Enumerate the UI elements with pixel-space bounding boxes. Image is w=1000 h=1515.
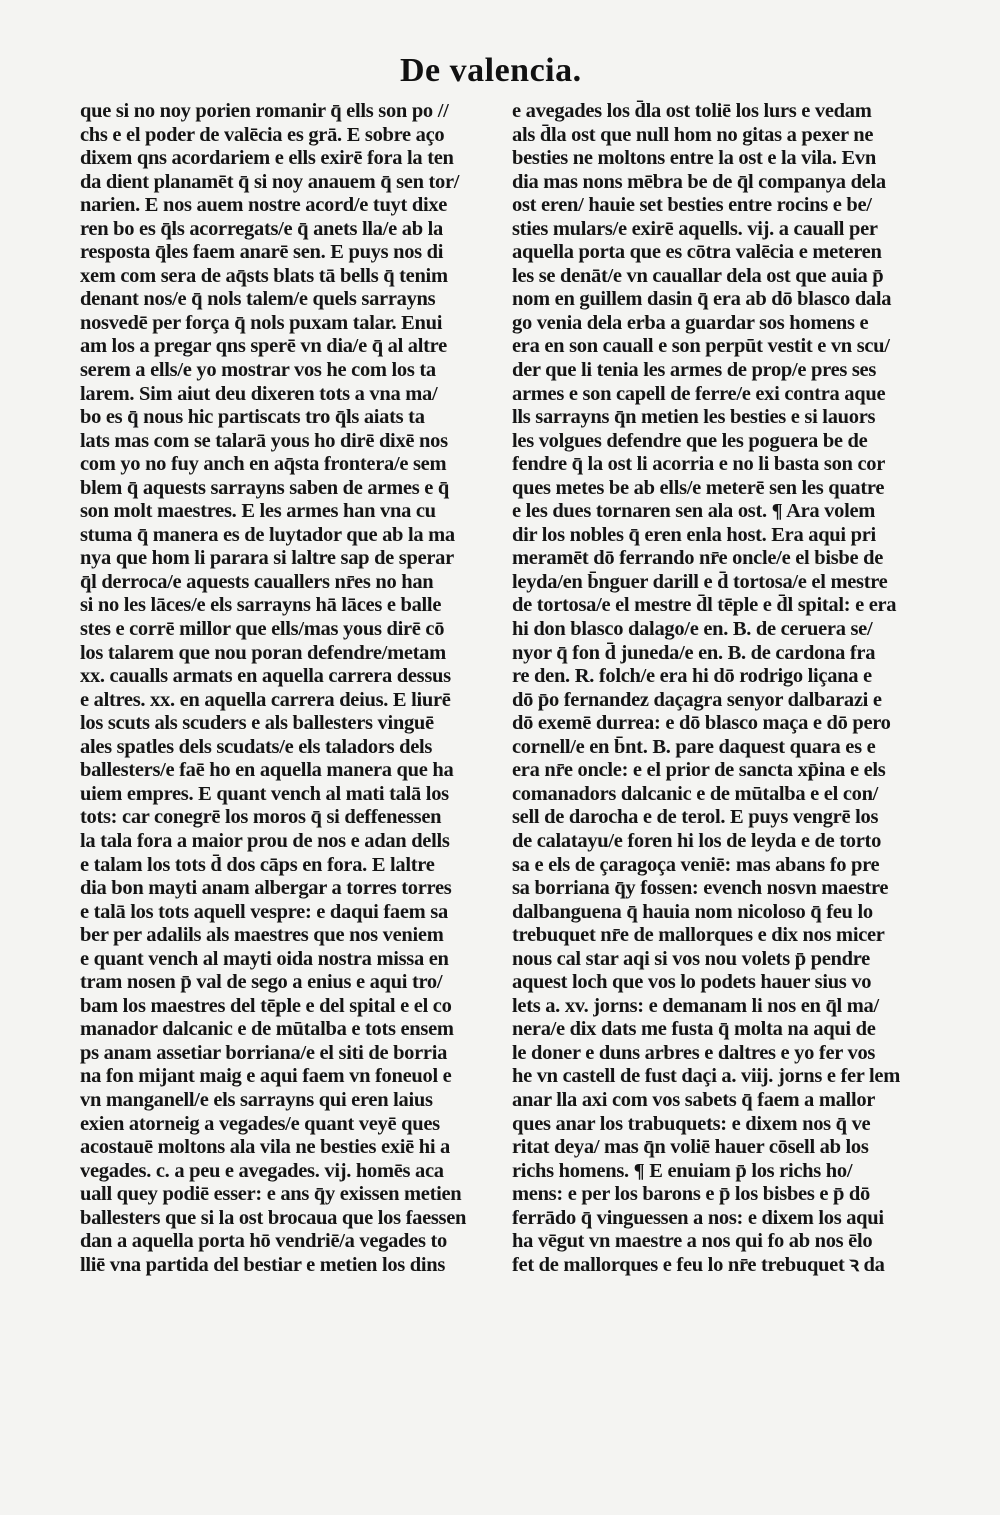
text-line: mens: e per los barons e p̄ los bisbes e p̄ dō	[512, 1183, 870, 1206]
text-line: uiem empres. E quant vench al mati talā los	[80, 782, 449, 805]
text-line: fet de mallorques e feu lo nr̄e trebuquet ꝛ da	[512, 1253, 885, 1276]
text-line: nera/e dix dats me fusta q̄ molta na aqui de	[512, 1018, 876, 1041]
text-line: bam los maestres del tēple e del spital e el co	[80, 994, 452, 1017]
text-line: dia mas nons mēbra be de q̄l companya dela	[512, 170, 886, 193]
text-line: manador dalcanic e de mūtalba e tots ensem	[80, 1018, 454, 1041]
text-line: q̄l derroca/e aquests cauallers nr̄es no han	[80, 570, 434, 593]
text-line: dō p̄o fernandez daçagra senyor dalbarazi e	[512, 688, 882, 711]
text-line: richs homens. ¶ E enuiam p̄ los richs ho/	[512, 1159, 853, 1182]
text-line: era nr̄e oncle: e el prior de sancta xp̄ina e els	[512, 759, 886, 782]
text-line: e quant vench al mayti oida nostra missa en	[80, 947, 449, 970]
text-line: exien atorneig a vegades/e quant veyē ques	[80, 1112, 440, 1135]
text-line: lets a. xv. jorns: e demanam li nos en q̄l ma/	[512, 994, 879, 1017]
text-line: larem. Sim aiut deu dixeren tots a vna ma/	[80, 382, 438, 405]
text-line: der que li tenia les armes de prop/e pres ses	[512, 359, 877, 382]
text-line: narien. E nos auem nostre acord/e tuyt dixe	[80, 194, 448, 217]
text-line: nya que hom li parara si laltre sap de sperar	[80, 547, 454, 570]
text-line: e avegades los d̄la ost toliē los lurs e vedam	[512, 100, 872, 122]
text-line: lliē vna partida del bestiar e metien los dins	[80, 1253, 446, 1276]
text-line: trebuquet nr̄e de mallorques e dix nos micer	[512, 924, 885, 947]
text-line: era en son cauall e son perpūt vestit e vn scu/	[512, 335, 890, 358]
text-line: hi don blasco dalago/e en. B. de ceruera se/	[512, 618, 873, 641]
text-line: na fon mijant maig e aqui faem vn foneuol e	[80, 1065, 452, 1088]
text-line: ber per adalils als maestres que nos veniem	[80, 924, 444, 947]
text-line: ps anam assetiar borriana/e el siti de borria	[80, 1041, 448, 1064]
text-line: xem com sera de aq̄sts blats tā bells q̄ tenim	[80, 264, 448, 287]
text-line: he vn castell de fust daçi a. viij. jorns e fer lem	[512, 1065, 900, 1088]
text-line: uall quey podiē esser: e ans q̄y exissen metien	[80, 1183, 462, 1206]
text-line: leyda/en b̄nguer darill e d̄ tortosa/e el mestre	[512, 570, 888, 593]
text-line: dan a aquella porta hō vendriē/a vegades to	[80, 1230, 447, 1253]
text-line: ballesters que si la ost brocaua que los faessen	[80, 1206, 467, 1229]
text-line: les se denāt/e vn cauallar dela ost que auia p̄	[512, 264, 884, 287]
text-line: si no les lāces/e els sarrayns hā lāces e balle	[80, 594, 442, 617]
text-line: que si no noy porien romanir q̄ ells son po //	[80, 100, 449, 122]
text-line: la tala fora a maior prou de nos e adan dells	[80, 829, 450, 852]
right-text-column	[512, 100, 914, 1277]
text-line: armes e son capell de ferre/e exi contra aque	[512, 382, 886, 405]
text-line: ques anar los trabuquets: e dixem nos q̄ ve	[512, 1112, 871, 1135]
text-line: blem q̄ aquests sarrayns saben de armes e q̄	[80, 476, 449, 499]
text-line: bo es q̄ nous hic partiscats tro q̄ls aiats ta	[80, 406, 425, 429]
text-line: acostauē moltons ala vila ne besties exiē hi a	[80, 1136, 450, 1159]
text-line: chs e el poder de valēcia es grā. E sobre aço	[80, 123, 445, 146]
text-line: los talarem que nou poran defendre/metam	[80, 641, 446, 664]
text-line: los scuts als scuders e als ballesters vinguē	[80, 712, 434, 735]
text-line: vegades. c. a peu e avegades. vij. homēs aca	[80, 1159, 444, 1182]
text-line: aquest loch que vos lo podets hauer sius vo	[512, 971, 872, 994]
text-line: go venia dela erba a guardar sos homens e	[512, 311, 869, 334]
text-line: e altres. xx. en aquella carrera deius. E liurē	[80, 688, 451, 711]
running-head: De valencia.	[400, 52, 582, 89]
text-line: son molt maestres. E les armes han vna cu	[80, 500, 436, 523]
text-line: tram nosen p̄ val de sego a enius e aqui tro/	[80, 971, 443, 994]
text-line: sa e els de çaragoça veniē: mas abans fo pre	[512, 853, 880, 876]
text-line: anar lla axi com vos sabets q̄ faem a mallor	[512, 1088, 876, 1111]
text-line: de tortosa/e el mestre d̄l tēple e d̄l spital: e era	[512, 594, 897, 617]
text-line: ferrādo q̄ vinguessen a nos: e dixem los aqui	[512, 1206, 884, 1229]
text-line: am los a pregar qns sperē vn dia/e q̄ al altre	[80, 335, 447, 358]
text-line: dalbanguena q̄ hauia nom nicoloso q̄ feu lo	[512, 900, 873, 923]
text-line: vn manganell/e els sarrayns qui eren laius	[80, 1088, 433, 1111]
text-line: resposta q̄les faem anarē sen. E puys nos di	[80, 241, 444, 264]
text-line: e talā los tots aquell vespre: e daqui faem sa	[80, 900, 448, 923]
text-line: da dient planamēt q̄ si noy anauem q̄ sen tor/	[80, 170, 460, 193]
text-line: serem a ells/e yo mostrar vos he com los ta	[80, 359, 436, 382]
text-line: denant nos/e q̄ nols talem/e quels sarrayns	[80, 288, 436, 311]
text-line: tots: car conegrē los moros q̄ si deffenessen	[80, 806, 442, 829]
text-line: meramēt dō ferrando nr̄e oncle/e el bisbe de	[512, 547, 884, 570]
text-line: sa borriana q̄y fossen: evench nosvn maestre	[512, 877, 889, 900]
text-line: com yo no fuy anch en aq̄sta frontera/e sem	[80, 453, 447, 476]
text-line: besties ne moltons entre la ost e la vila. Evn	[512, 147, 876, 170]
text-line: e les dues tornaren sen ala ost. ¶ Ara volem	[512, 500, 876, 523]
text-line: dixem qns acordariem e ells exirē fora la ten	[80, 147, 454, 170]
text-line: e talam los tots d̄ dos cāps en fora. E laltre	[80, 853, 435, 876]
text-line: sell de darocha e de terol. E puys vengrē los	[512, 806, 879, 829]
text-line: dir los nobles q̄ eren enla host. Era aqui pri	[512, 523, 876, 546]
text-line: nom en guillem dasin q̄ era ab dō blasco dala	[512, 288, 892, 311]
text-line: de calatayu/e foren hi los de leyda e de torto	[512, 829, 882, 852]
text-line: nyor q̄ fon d̄ juneda/e en. B. de cardona fra	[512, 641, 876, 664]
text-line: fendre q̄ la ost li acorria e no li basta son cor	[512, 453, 885, 476]
text-line: ballesters/e faē ho en aquella manera que ha	[80, 759, 454, 782]
text-line: als d̄la ost que null hom no gitas a pexer ne	[512, 123, 874, 146]
text-line: ost eren/ hauie set besties entre rocins e be/	[512, 194, 872, 217]
text-line: dō exemē durrea: e dō blasco maça e dō pero	[512, 712, 891, 735]
text-line: lls sarrayns q̄n metien les besties e si lauors	[512, 406, 876, 429]
text-line: cornell/e en b̄nt. B. pare daquest quara es e	[512, 735, 876, 758]
text-line: ha vēgut vn maestre a nos qui fo ab nos ēlo	[512, 1230, 873, 1253]
text-line: ren bo es q̄ls acorregats/e q̄ anets lla/e ab la	[80, 217, 443, 240]
left-text-column	[80, 100, 490, 1277]
text-line: nosvedē per força q̄ nols puxam talar. Enui	[80, 311, 443, 334]
text-line: aquella porta que es cōtra valēcia e meteren	[512, 241, 882, 264]
text-line: ques metes be ab ells/e meterē sen les quatre	[512, 476, 885, 499]
text-line: sties mulars/e exirē aquells. vij. a cauall per	[512, 217, 878, 240]
text-line: ales spatles dels scudats/e els taladors dels	[80, 735, 433, 758]
text-line: comanadors dalcanic e de mūtalba e el con/	[512, 782, 879, 805]
text-line: nous cal star aqi si vos nou volets p̄ pendre	[512, 947, 870, 970]
text-line: le doner e duns arbres e daltres e yo fer vos	[512, 1041, 876, 1064]
text-line: les volgues defendre que les poguera be de	[512, 429, 868, 452]
text-line: xx. caualls armats en aquella carrera dessus	[80, 665, 451, 688]
text-line: ritat deya/ mas q̄n voliē hauer cōsell ab los	[512, 1136, 869, 1159]
text-line: lats mas com se talarā yous ho dirē dixē nos	[80, 429, 448, 452]
text-line: stuma q̄ manera es de luytador que ab la ma	[80, 523, 455, 546]
text-line: re den. R. folch/e era hi dō rodrigo liçana e	[512, 665, 872, 688]
text-line: dia bon mayti anam albergar a torres torres	[80, 877, 452, 900]
text-line: stes e corrē millor que ells/mas yous dirē cō	[80, 618, 445, 641]
